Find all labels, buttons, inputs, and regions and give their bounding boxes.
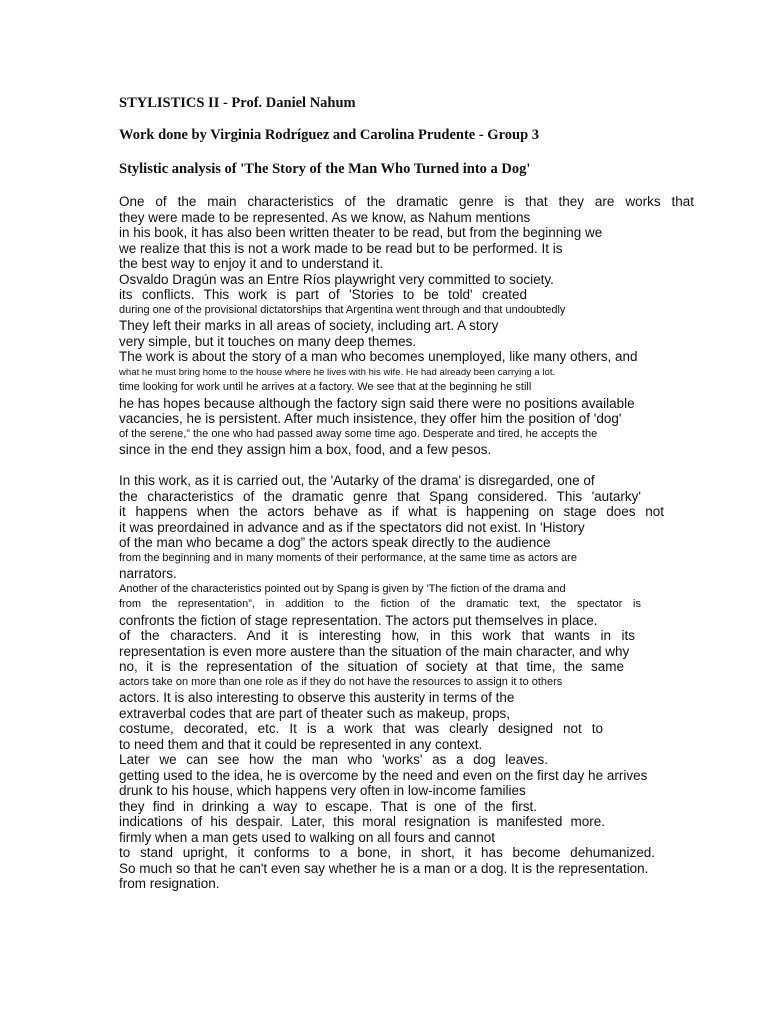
text-line: time looking for work until he arrives at a factory. We see that at the beginning he still <box>119 381 532 393</box>
text-line: of the man who became a dog” the actors speak directly to the audience <box>119 535 551 550</box>
text-line: One of the main characteristics of the dramatic genre is that they are works that <box>119 194 694 209</box>
text-line: from the representation”, in addition to the fiction of the dramatic text, the spectator is <box>119 598 641 610</box>
text-line: The work is about the story of a man who becomes unemployed, like many others, and <box>119 349 638 364</box>
text-line: representation is even more austere than the situation of the main character, and why <box>119 643 630 659</box>
text-line: indications of his despair. Later, this moral resignation is manifested more. <box>119 814 605 829</box>
course-heading: STYLISTICS II - Prof. Daniel Nahum <box>119 95 356 111</box>
text-line: of the characters. And it is interesting how, in this work that wants in its <box>119 628 635 643</box>
text-line: no, it is the representation of the situation of society at that time, the same <box>119 659 624 674</box>
text-line: since in the end they assign him a box, food, and a few pesos. <box>119 442 492 457</box>
text-line: to stand upright, it conforms to a bone, in short, it has become dehumanized. <box>119 845 655 860</box>
text-line: he has hopes because although the factory sign said there were no positions available <box>119 395 635 411</box>
text-line: In this work, as it is carried out, the 'Autarky of the drama' is disregarded, one of <box>119 473 595 488</box>
text-line: to need them and that it could be represented in any context. <box>119 736 483 752</box>
text-line: actors. It is also interesting to observe this austerity in terms of the <box>119 690 515 705</box>
text-line: costume, decorated, etc. It is a work that was clearly designed not to <box>119 721 603 736</box>
text-line: what he must bring home to the house where he lives with his wife. He had already been carrying a lot. <box>119 366 556 378</box>
essay-body <box>119 194 694 892</box>
text-line: it was preordained in advance and as if the spectators did not exist. In 'History <box>119 519 585 535</box>
text-line: drunk to his house, which happens very often in low-income families <box>119 783 526 798</box>
text-line: Osvaldo Dragún was an Entre Ríos playwright very committed to society. <box>119 271 554 287</box>
authors-heading: Work done by Virginia Rodríguez and Carolina Prudente - Group 3 <box>119 127 540 143</box>
text-line: we realize that this is not a work made to be read but to be performed. It is <box>119 240 563 256</box>
text-line: They left their marks in all areas of society, including art. A story <box>119 318 499 333</box>
text-line: from the beginning and in many moments of their performance, at the same time as actors are <box>119 551 577 564</box>
text-line: vacancies, he is persistent. After much insistence, they offer him the position of 'dog' <box>119 411 622 426</box>
text-line: they find in drinking a way to escape. That is one of the first. <box>119 798 537 814</box>
essay-title: Stylistic analysis of 'The Story of the Man Who Turned into a Dog' <box>119 161 531 177</box>
text-line: of the serene,” the one who had passed away some time ago. Desperate and tired, he accepts the <box>119 427 598 440</box>
text-line: actors take on more than one role as if they do not have the resources to assign it to others <box>119 675 563 688</box>
text-line: extraverbal codes that are part of theater such as makeup, props, <box>119 705 510 721</box>
text-line: from resignation. <box>119 876 220 891</box>
text-line: Later we can see how the man who 'works' as a dog leaves. <box>119 752 548 767</box>
text-line: very simple, but it touches on many deep themes. <box>119 333 417 349</box>
text-line: getting used to the idea, he is overcome by the need and even on the first day he arrives <box>119 767 648 783</box>
text-line: confronts the fiction of stage representation. The actors put themselves in place. <box>119 612 598 628</box>
text-line: its conflicts. This work is part of 'Stories to be told' created <box>119 287 527 302</box>
text-line: during one of the provisional dictatorships that Argentina went through and that undoubtedly <box>119 303 566 316</box>
text-line: firmly when a man gets used to walking on all fours and cannot <box>119 829 495 845</box>
text-line: the best way to enjoy it and to understand it. <box>119 256 384 271</box>
text-line: it happens when the actors behave as if what is happening on stage does not <box>119 504 664 519</box>
text-line: Another of the characteristics pointed out by Spang is given by 'The fiction of the drama and <box>119 582 566 595</box>
paragraph-gap <box>119 458 694 474</box>
text-line: narrators. <box>119 566 177 581</box>
text-line: So much so that he can't even say whether he is a man or a dog. It is the representation. <box>119 860 649 876</box>
text-line: they were made to be represented. As we know, as Nahum mentions <box>119 209 531 225</box>
text-line: the characteristics of the dramatic genre that Spang considered. This 'autarky' <box>119 488 641 504</box>
text-line: in his book, it has also been written theater to be read, but from the beginning we <box>119 225 603 240</box>
